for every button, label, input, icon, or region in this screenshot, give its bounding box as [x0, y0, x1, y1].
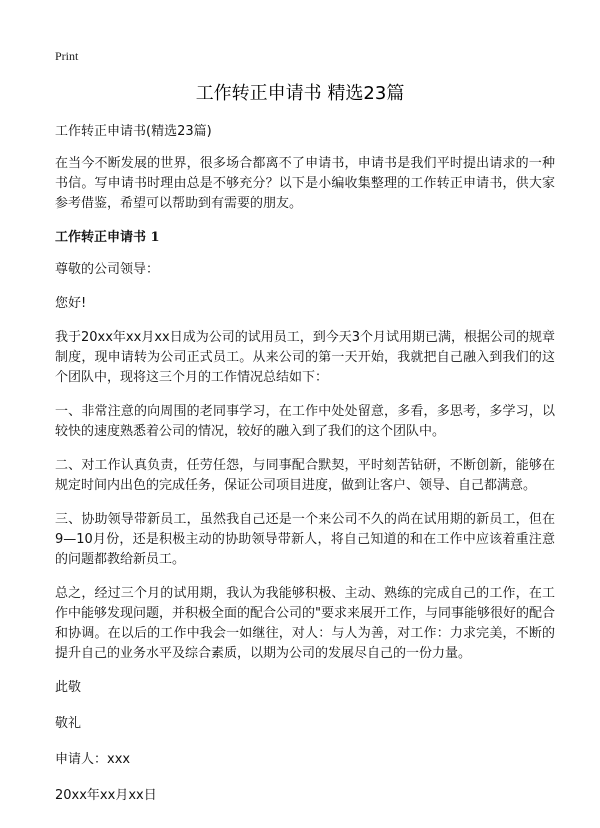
- body-paragraph: 二、对工作认真负责，任劳任怨，与同事配合默契，平时刻苦钻研，不断创新，能够在规定时间内出色的完成任务，保证公司项目进度，做到让客户、领导、自己都满意。: [55, 458, 555, 493]
- greeting: 您好!: [55, 296, 87, 311]
- closing-line: 此敬: [55, 680, 82, 695]
- document-subtitle: 工作转正申请书(精选23篇): [55, 124, 212, 139]
- section-heading: 工作转正申请书 1: [55, 230, 160, 245]
- closing-regards: 敬礼: [55, 716, 82, 731]
- intro-paragraph: 在当今不断发展的世界，很多场合都离不了申请书，申请书是我们平时提出请求的一种书信。写申请书时理由总是不够充分？以下是小编收集整理的工作转正申请书，供大家参考借鉴，希望可以帮助到有需要的朋友。: [55, 156, 555, 211]
- page-title: 工作转正申请书 精选23篇: [195, 83, 405, 104]
- body-paragraph: 我于20xx年xx月xx日成为公司的试用员工，到今天3个月试用期已满，根据公司的规章制度，现申请转为公司正式员工。从来公司的第一天开始，我就把自己融入到我们的这个团队中，现将这三个月的工作情况总结如下：: [55, 330, 555, 385]
- body-paragraph: 总之，经过三个月的试用期，我认为我能够积极、主动、熟练的完成自己的工作，在工作中能够发现问题，并积极全面的配合公司的"要求来展开工作，与同事能够很好的配合和协调。在以后的工作中我会一如继往，对人：与人为善，对工作：力求完美，不断的提升自己的业务水平及综合素质，以期为公司的发展尽自己的一份力量。: [55, 586, 555, 661]
- body-paragraph: 一、非常注意的向周围的老同事学习，在工作中处处留意，多看，多思考，多学习，以较快的速度熟悉着公司的情况，较好的融入到了我们的这个团队中。: [55, 404, 555, 439]
- document-date: 20xx年xx月xx日: [55, 788, 157, 803]
- applicant-signature: 申请人：xxx: [55, 752, 131, 767]
- body-paragraph: 三、协助领导带新员工，虽然我自己还是一个来公司不久的尚在试用期的新员工，但在9—10月份，还是积极主动的协助领导带新人，将自己知道的和在工作中应该着重注意的问题都教给新员工。: [55, 512, 555, 567]
- print-link[interactable]: Print: [55, 49, 79, 63]
- salutation: 尊敬的公司领导：: [55, 262, 160, 277]
- document-body: [55, 122, 555, 822]
